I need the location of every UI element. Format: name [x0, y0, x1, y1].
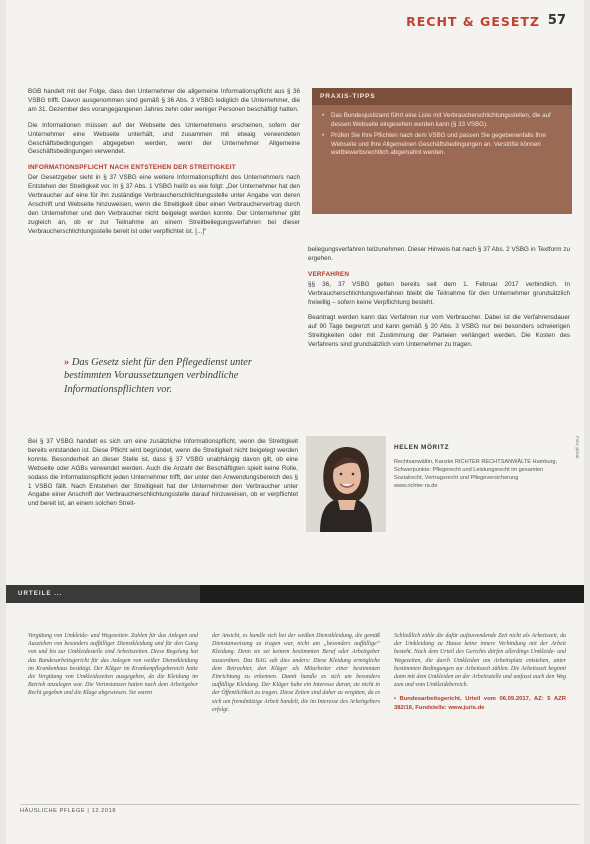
- author-photo: [306, 436, 386, 532]
- citation-text: Bundesarbeitsgericht, Urteil vom 06.09.2017, AZ: 5 AZR 382/16, Fundstelle: www.juris.de: [394, 696, 566, 711]
- author-bio: [394, 458, 562, 490]
- pull-quote-text: Das Gesetz sieht für den Pflegedienst unter bestimmten Voraussetzungen verbindliche Informationspflichten vor.: [64, 357, 252, 395]
- urteile-label: URTEILE ...: [6, 585, 200, 603]
- paragraph: §§ 36, 37 VSBG gelten bereits seit dem 1. Februar 2017 verbindlich. In Verbraucherschlichtungsverfahren bleibt die Teilnahme für den Unternehmer grundsätzlich freiwillig – sofern keine Verpflichtung besteht.: [308, 280, 570, 306]
- citation: [394, 695, 566, 711]
- paragraph: Schließlich zähle die dafür aufzuwendende Zeit nicht als Arbeitszeit, da der Umkleidung zu Hause keine innere Verbindung mit der Arbeit besteht. Nach dem Urteil des Gerichts dürfen allerdings Umkleide- und Wegezeiten, die durch Umkleiden am Arbeitsplatz entstehen, unter bestimmten Bedingungen zur Arbeitszeit zählen. Die Arbeitszeit beginnt dann mit dem Umkleiden an der Arbeitsstelle und umfasst auch den Weg zum und vom Umkleidebereich.: [394, 633, 566, 689]
- list-item: • Prüfen Sie Ihre Pflichten nach dem VSBG und passen Sie gegebenenfalls Ihre Webseite und Ihre Allgemeinen Geschäftsbedingungen an. Verstöße können wettbewerbsrechtlich abgemahnt werden.: [322, 132, 562, 158]
- portrait-image: [306, 436, 386, 532]
- paragraph: Bei § 37 VSBG handelt es sich um eine zusätzliche Informationspflicht, wenn die Streitigkeit bereits entstanden ist. Diese Pflicht wird begründet, wenn die Streitigkeit nicht beigelegt werden konnte. Besonderheit an dieser Stelle ist, dass § 37 VSBG unabhängig davon gilt, ob eine Webseite oder AGBs verwendet werden. Auch die Anzahl der Beschäftigten spielt keine Rolle, sodass die Informationspflicht jeden Unternehmer trifft, der unter den Anwendungsbereich des § 1 VSBG fällt. Nach Entstehen der Streitigkeit hat der Unternehmer den Verbraucher unter Angabe einer Anschrift der Verbraucherschlichtungsstelle darauf hinzuweisen, ob er verpflichtet und bereit ist, an einem solchen Streit-: [28, 438, 298, 508]
- praxis-tips-title: PRAXIS-TIPPS: [312, 88, 572, 105]
- lower-column-1: [28, 632, 198, 698]
- paragraph: der Ansicht, es handle sich bei der weißen Dienstkleidung, die gemäß Dienstanweisung zu tragen war, nicht um „besonders auffällige“ Kleidung. Denn sie sei keinem bestimmten Beruf oder Arbeitgeber zuzuordnen. Das BAG sah dies anders: Diese Kleidung ermögliche dem Betrachter, den Kläger als Mitarbeiter einer bestimmten Einrichtung zu erkennen. Damit handle es sich um besonders auffällige Kleidung. Der Kläger habe ein Interesse daran, sie nicht in der Öffentlichkeit zu tragen. Diese Zeiten sind daher zu vergüten, da es sich um fremdnützige Arbeit handelt, die im Interesse des Arbeitgebers erfolgt.: [212, 633, 380, 713]
- left-column-upper: [28, 88, 300, 244]
- praxis-tips-list: [322, 112, 562, 161]
- paragraph: Der Gesetzgeber sieht in § 37 VSBG eine weitere Informationspflicht des Unternehmers nach Entstehen der Streitigkeit vor. In § 37 Abs. 1 VSBG heißt es wie folgt: „Der Unternehmer hat den Verbraucher auf eine für ihn zuständige Verbraucherschlichtungsstelle unter Angabe von deren Anschrift und Webseite hinzuweisen, wenn die Streitigkeit über einen Verbrauchervertrag durch den Unternehmer und den Verbraucher nicht beigelegt werden konnte. Der Unternehmer gibt zugleich an, ob er zur Teilnahme an einem Streitbeilegungsverfahren bei dieser Verbraucherschlichtungsstelle bereit ist oder verpflichtet ist. [...]“: [28, 174, 300, 235]
- praxis-tips-box: [312, 88, 572, 214]
- magazine-page: [6, 0, 584, 844]
- paragraph: Beantragt werden kann das Verfahren nur vom Verbraucher. Dabei ist die Verfahrensdauer auf 90 Tage begrenzt und kann gemäß § 20 Abs. 3 VSBG nur bei besonders schwierigen Streitigkeiten oder mit Zustimmung der Parteien verlängert werden. Die Kosten des Verfahrens sind grundsätzlich vom Unternehmer zu tragen.: [308, 314, 570, 349]
- lower-column-2: [212, 632, 380, 714]
- section-heading: INFORMATIONSPFLICHT NACH ENTSTEHEN DER STREITIGKEIT: [28, 164, 236, 172]
- quote-mark: »: [64, 357, 70, 368]
- left-column-lower: [28, 438, 298, 516]
- section-title: RECHT & GESETZ: [406, 14, 540, 29]
- pull-quote: [64, 356, 296, 396]
- list-item: • Das Bundesjustizamt führt eine Liste mit Verbraucherschlichtungsstellen, die auf dessen Webseite eingesehen werden kann (§ 33 VSBG).: [322, 112, 562, 129]
- paragraph: Die Informationen müssen auf der Webseite des Unternehmens erscheinen, sofern der Unternehmer eine Webseite unterhält, und zusammen mit etwaig verwendeten Geschäftsbedingungen abgegeben werden, wenn der Unternehmer Allgemeine Geschäftsbedingungen verwendet.: [28, 121, 300, 156]
- author-website: www.richter-ra.de: [394, 483, 438, 489]
- paragraph: beilegungsverfahren teilzunehmen. Dieser Hinweis hat nach § 37 Abs. 2 VSBG in Textform zu ergehen.: [308, 246, 570, 262]
- section-heading: VERFAHREN: [308, 270, 350, 278]
- paragraph: Vergütung von Umkleide- und Wegezeiten. Zahlen für das Anlegen und Ausziehen von besonders auffälliger Dienstkleidung und für den Gang von und bis zur Umkleidestelle sind Arbeitszeiten. Diese Regelung hat das Bundesarbeitsgericht für das Anlegen von weißer Dienstkleidung im Krankenhaus bestätigt. Der Kläger im Krankenpflegebereich hatte die Vergütung von Umkleidezeiten ausgegeben, da die Kleidung im Betrieb anzulegen war. Die Vorinstanzen hatten nach dem Arbeitgeber Recht gegeben und die Klage abgewiesen. Sie waren: [28, 633, 198, 697]
- page-number: 57: [547, 13, 566, 28]
- author-name: HELEN MÖRITZ: [394, 444, 450, 451]
- lower-column-3: [394, 632, 566, 712]
- right-column: [308, 246, 570, 357]
- paragraph: BGB handelt mit der Folge, dass den Unternehmer die allgemeine Informationspflicht aus § 36 VSBG trifft. Davon ausgenommen sind gemäß § 36 Abs. 3 VSBG lediglich die Unternehmer, die am 31. Dezember des vorangegangenen Jahres zehn oder weniger Personen beschäftigt hatten.: [28, 88, 300, 113]
- urteile-band: [6, 585, 584, 603]
- footer-rule: [20, 804, 580, 805]
- photo-credit: Foto: privat: [575, 436, 580, 459]
- author-bio-text: Rechtsanwältin, Kanzlei RICHTER RECHTSANWÄLTE Hamburg, Schwerpunkte: Pflegerecht und Leistungsrecht im gesamten Sozialrecht, Vertragsrecht und Pflegeversicherung: [394, 459, 558, 481]
- footer-text: HÄUSLICHE PFLEGE | 12.2018: [20, 808, 117, 814]
- citation-bullet: •: [394, 696, 397, 703]
